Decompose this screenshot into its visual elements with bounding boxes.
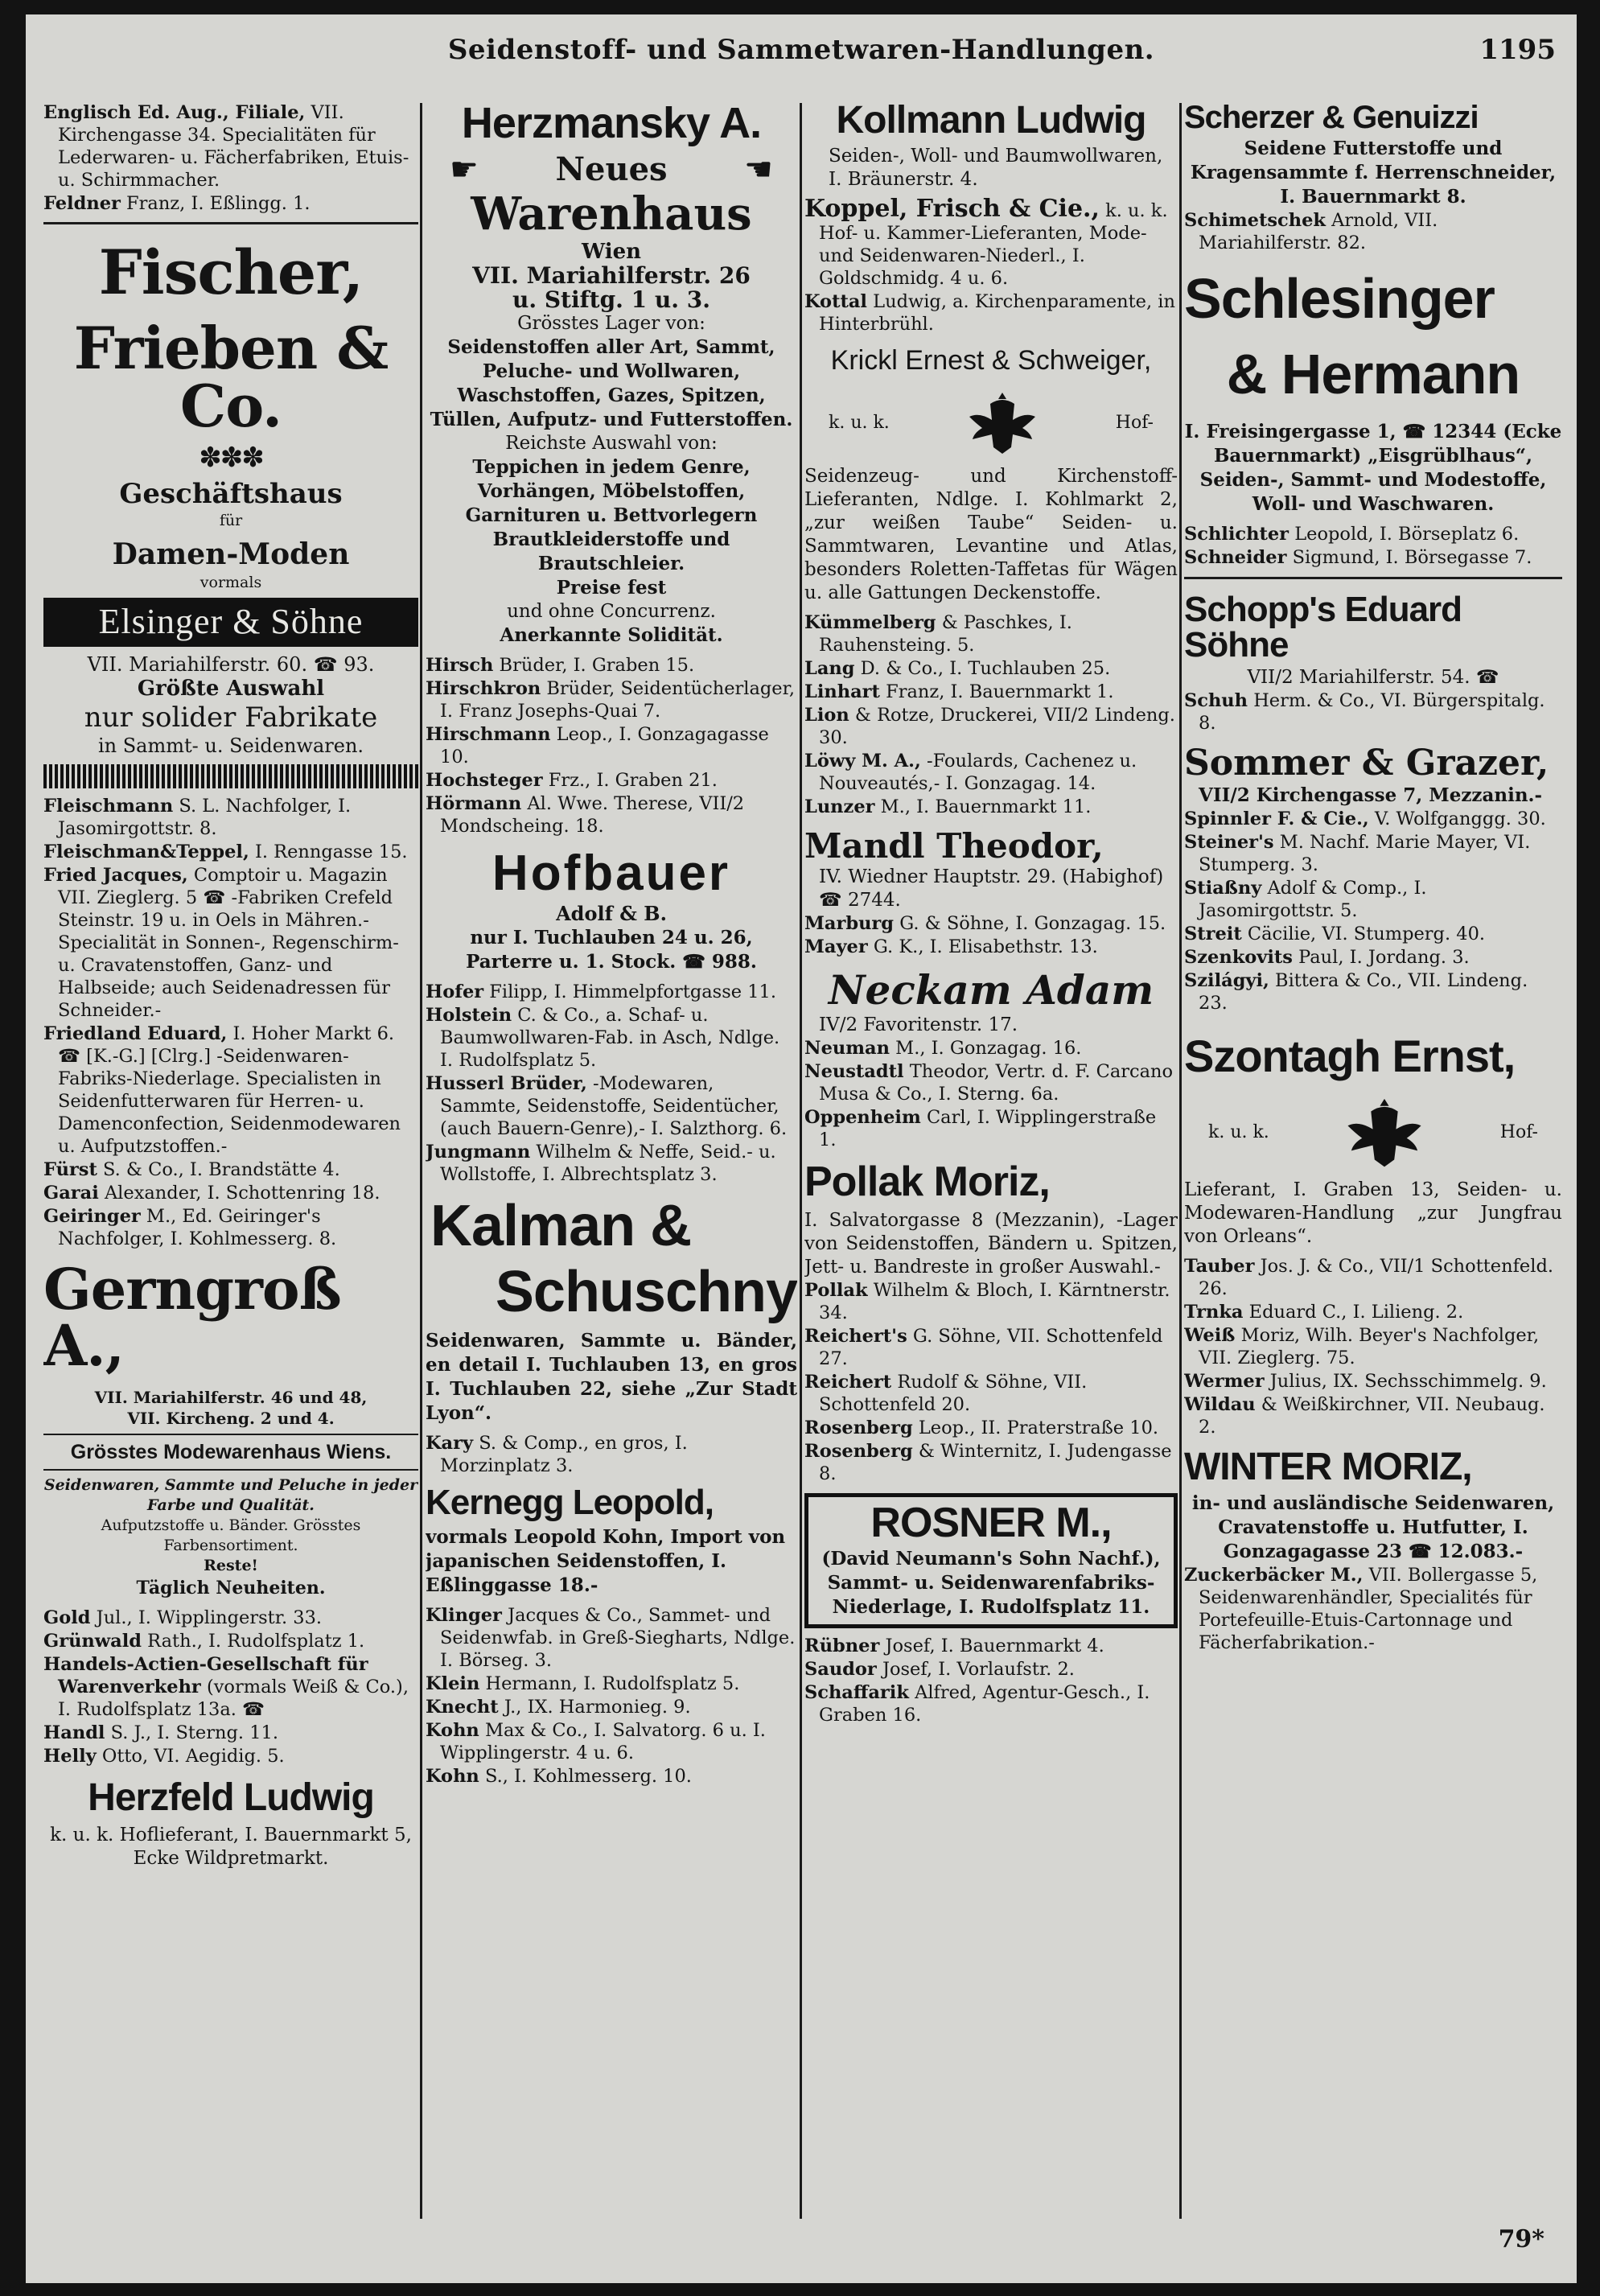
hatched-rule [43, 764, 418, 788]
listing: Pollak Wilhelm & Bloch, I. Kärntnerstr. 34. [804, 1280, 1170, 1323]
listing: Hirschkron Brüder, Seidentücherlager, I. Franz Josephs-Quai 7. [426, 678, 796, 722]
column-divider [800, 103, 802, 2219]
listing: Klein Hermann, I. Rudolfsplatz 5. [426, 1673, 740, 1694]
listing: Lang D. & Co., I. Tuchlauben 25. [804, 658, 1111, 679]
listing: Fried Jacques, Comptoir u. Magazin VII. Zieglerg. 5 ☎ -Fabriken Crefeld Steinstr. 19 u. in Oels in Mähren.- Specialität in Sonnen-, Regenschirm- u. Cravatenstoffen, Ganz- und Halbseide; auch Seidenadressen für Schneider.- [43, 865, 399, 1021]
listing: Jungmann Wilhelm & Neffe, Seid.- u. Wollstoffe, I. Albrechtsplatz 3. [426, 1142, 776, 1185]
ad-fischer-frieben: Fischer, Frieben & Co. ✽✽✽ Geschäftshaus für Damen-Moden vormals Elsinger & Söhne VII. Mariahilferstr. 60. ☎ 93. Größte Auswahl nur solider Fabrikate in Sammt- u. Seidenwaren. [43, 242, 418, 788]
listing: Husserl Brüder, -Modewaren, Sammte, Seidenstoffe, Seidentücher, (auch Bauern-Genre),- I. Salzthorg. 6. [426, 1073, 788, 1139]
listing: Oppenheim Carl, I. Wipplingerstraße 1. [804, 1107, 1157, 1150]
signature-mark: 79* [1498, 2225, 1544, 2253]
listing: Handl S. J., I. Sterng. 11. [43, 1722, 278, 1743]
listing: Trnka Eduard C., I. Lilieng. 2. [1184, 1302, 1464, 1323]
listing: Englisch Ed. Aug., Filiale, VII. Kirchengasse 34. Specialitäten für Lederwaren- u. Fächerfabriken, Etuis- u. Schirmmacher. [43, 102, 409, 191]
listing: Mayer G. K., I. Elisabethstr. 13. [804, 936, 1098, 957]
listing: Saudor Josef, I. Vorlaufstr. 2. [804, 1659, 1075, 1680]
listing: Helly Otto, VI. Aegidig. 5. [43, 1746, 285, 1767]
column-1 [43, 101, 418, 2233]
ad-krickl-schweiger: Krickl Ernest & Schweiger, k. u. k. Hof- Seidenzeug- und Kirchenstoff-Lieferanten, Ndlge. I. Kohlmarkt 2, „zur weißen Taube“ Seiden- u. Sammtwaren, Levantine und Atlas, besonders Roletten-Taffetas für Wägen u. alle Gattungen Deckenstoffe. [804, 345, 1178, 603]
ad-kollmann: Kollmann Ludwig Seiden-, Woll- und Baumwollwaren, I. Bräunerstr. 4. [829, 101, 1163, 190]
column-2 [426, 101, 797, 2233]
running-title: Seidenstoff- und Sammetwaren-Handlungen. [447, 34, 1155, 66]
listing: Zuckerbäcker M., VII. Bollergasse 5, Seidenwarenhändler, Specialités für Portefeuille-Etuis-Cartonnage und Fächerfabrikation.- [1184, 1565, 1538, 1653]
ad-separator [1184, 577, 1562, 579]
column-4 [1184, 101, 1562, 2233]
pointing-hand-icon: ☛ [450, 151, 479, 188]
ad-herzmansky: Herzmansky A. ☛ Neues ☛ Warenhaus Wien VII. Mariahilferstr. 26 u. Stiftg. 1 u. 3. Grösstes Lager von: Seidenstoffen aller Art, Sammt, Peluche- und Wollwaren, Waschstoffen, Gazes, Spitzen, Tüllen, Aufputz- und Futterstoffen. Reichste Auswahl von: Teppichen in jedem Genre, Vorhängen, Möbelstoffen, Garnituren u. Bettvorlegern Brautkleiderstoffe und Brautschleier. Preise fest und ohne Concurrenz. Anerkannte Solidität. [430, 101, 793, 646]
listing: Szenkovits Paul, I. Jordang. 3. [1184, 947, 1470, 968]
listing: Fleischmann S. L. Nachfolger, I. Jasomirgottstr. 8. [43, 796, 352, 839]
ad-herzfeld: Herzfeld Ludwig k. u. k. Hoflieferant, I. Bauernmarkt 5, Ecke Wildpretmarkt. [50, 1776, 412, 1869]
listing: Schaffarik Alfred, Agentur-Gesch., I. Graben 16. [804, 1682, 1150, 1726]
listing: Schimetschek Arnold, VII. Mariahilferstr. 82. [1184, 210, 1438, 253]
listing: Lion & Rotze, Druckerei, VII/2 Lindeng. 30. [804, 705, 1175, 748]
ad-separator [43, 222, 418, 224]
listing: Stiaßny Adolf & Comp., I. Jasomirgottstr. 5. [1184, 878, 1427, 921]
listing: Rübner Josef, I. Bauernmarkt 4. [804, 1636, 1104, 1656]
ad-neckam: Neckam Adam IV/2 Favoritenstr. 17. [819, 966, 1154, 1035]
listing: Linhart Franz, I. Bauernmarkt 1. [804, 681, 1114, 702]
listing: Hörmann Al. Wwe. Therese, VII/2 Mondscheing. 18. [426, 793, 745, 837]
ad-schlesinger-hermann: Schlesinger & Hermann I. Freisingergasse 1, ☎ 12344 (Ecke Bauernmarkt) „Eisgrüblhaus“, Seiden-, Sammt- und Modestoffe, Woll- und Waschwaren. [1184, 267, 1562, 515]
listing: Marburg G. & Söhne, I. Gonzagag. 15. [804, 913, 1166, 934]
listing: Wermer Julius, IX. Sechsschimmelg. 9. [1184, 1371, 1547, 1392]
listing: Reichert Rudolf & Söhne, VII. Schottenfeld 20. [804, 1372, 1088, 1415]
listing: Hofer Filipp, I. Himmelpfortgasse 11. [426, 981, 777, 1002]
page-header [26, 29, 1577, 77]
listing: Hirschmann Leop., I. Gonzagagasse 10. [426, 724, 769, 767]
listing: Schuh Herm. & Co., VI. Bürgerspitalg. 8. [1184, 690, 1545, 734]
listing: Handels-Actien-Gesellschaft für Warenverkehr (vormals Weiß & Co.), I. Rudolfsplatz 13a. ☎ [43, 1654, 409, 1720]
listing: Kümmelberg & Paschkes, I. Rauhensteing. 5. [804, 612, 1072, 656]
listing: Steiner's M. Nachf. Marie Mayer, VI. Stumperg. 3. [1184, 832, 1531, 875]
ad-mandl: Mandl Theodor, IV. Wiedner Hauptstr. 29. (Habighof) ☎ 2744. [804, 826, 1164, 911]
flourish-ornament: ✽✽✽ [199, 442, 263, 474]
ad-kalman-schuschny: Kalman & Schuschny Seidenwaren, Sammte u. Bänder, en detail I. Tuchlauben 13, en gros I. Tuchlauben 22, siehe „Zur Stadt Lyon“. [426, 1194, 797, 1424]
listing: Gold Jul., I. Wipplingerstr. 33. [43, 1607, 323, 1628]
listing: Holstein C. & Co., a. Schaf- u. Baumwollwaren-Fab. in Asch, Ndlge. I. Rudolfsplatz 5. [426, 1005, 780, 1071]
listing: Fürst S. & Co., I. Brandstätte 4. [43, 1159, 340, 1180]
listing: Feldner Franz, I. Eßlingg. 1. [43, 193, 311, 214]
listing: Kohn Max & Co., I. Salvatorg. 6 u. I. Wipplingerstr. 4 u. 6. [426, 1720, 766, 1763]
listing: Neustadtl Theodor, Vertr. d. F. Carcano Musa & Co., I. Sterng. 6a. [804, 1061, 1174, 1105]
column-3 [804, 101, 1178, 2233]
pointing-hand-icon: ☛ [744, 151, 773, 188]
listing: Garai Alexander, I. Schottenring 18. [43, 1183, 380, 1204]
listing: Klinger Jacques & Co., Sammet- und Seidenwfab. in Greß-Siegharts, Ndlge. I. Börseg. 3. [426, 1605, 796, 1671]
listing: Neuman M., I. Gonzagag. 16. [804, 1038, 1082, 1059]
ad-sommer-grazer: Sommer & Grazer, VII/2 Kirchengasse 7, Mezzanin.- [1184, 743, 1549, 806]
ad-gerngross: Gerngroß A., VII. Mariahilferstr. 46 und 48, VII. Kircheng. 2 und 4. Grösstes Modewarenhaus Wiens. Seidenwaren, Sammte und Peluche in jeder Farbe und Qualität. Aufputzstoffe u. Bänder. Grösstes Farbensortiment. Reste! Täglich Neuheiten. [43, 1256, 418, 1599]
listing: Hirsch Brüder, I. Graben 15. [426, 655, 695, 676]
listing: Geiringer M., Ed. Geiringer's Nachfolger, I. Kohlmesserg. 8. [43, 1206, 337, 1249]
listing: Streit Cäcilie, VI. Stumperg. 40. [1184, 924, 1486, 944]
ad-schopp: Schopp's Eduard Söhne VII/2 Mariahilferstr. 54. ☎ [1184, 590, 1499, 688]
listing: Kohn S., I. Kohlmesserg. 10. [426, 1766, 692, 1787]
listing: Tauber Jos. J. & Co., VII/1 Schottenfeld. 26. [1184, 1256, 1553, 1299]
ad-scherzer-genuizzi: Scherzer & Genuizzi Seidene Futterstoffe und Kragensammte f. Herrenschneider, I. Bauernmarkt 8. [1184, 101, 1557, 208]
ad-pollak-moriz: Pollak Moriz, I. Salvatorgasse 8 (Mezzanin), -Lager von Seidenstoffen, Bändern u. Spitzen, Jett- u. Bandreste in großer Auswahl.- [804, 1158, 1178, 1278]
listing: Wildau & Weißkirchner, VII. Neubaug. 2. [1184, 1394, 1545, 1438]
listing: Löwy M. A., -Foulards, Cachenez u. Nouveautés,- I. Gonzagag. 14. [804, 751, 1137, 794]
listing: Reichert's G. Söhne, VII. Schottenfeld 27. [804, 1326, 1163, 1369]
listing: Friedland Eduard, I. Hoher Markt 6. ☎ [K.-G.] [Clrg.] -Seidenwaren-Fabriks-Niederlage. Specialisten in Seidenfutterwaren für Herren- u. Damenconfection, Seidenmodewaren u. Aufputzstoffen.- [43, 1023, 401, 1157]
listing: Schlichter Leopold, I. Börseplatz 6. [1184, 524, 1520, 545]
listing: Knecht J., IX. Harmonieg. 9. [426, 1697, 691, 1718]
ad-hofbauer: Hofbauer Adolf & B. nur I. Tuchlauben 24 u. 26, Parterre u. 1. Stock. ☎ 988. [466, 846, 757, 973]
imperial-eagle-icon [966, 388, 1039, 457]
listing: Kary S. & Comp., en gros, I. Morzinplatz 3. [426, 1433, 688, 1476]
listing: Schneider Sigmund, I. Börsegasse 7. [1184, 547, 1532, 568]
listing: Koppel, Frisch & Cie., k. u. k. Hof- u. Kammer-Lieferanten, Mode- und Seidenwaren-Niederl., I. Goldschmidg. 4 u. 6. [804, 195, 1168, 289]
column-divider [1179, 103, 1182, 2219]
listing: Kottal Ludwig, a. Kirchenparamente, in Hinterbrühl. [804, 291, 1175, 335]
listing: Rosenberg & Winternitz, I. Judengasse 8. [804, 1441, 1172, 1484]
listing: Rosenberg Leop., II. Praterstraße 10. [804, 1418, 1159, 1438]
listing: Hochsteger Frz., I. Graben 21. [426, 770, 718, 791]
listing: Grünwald Rath., I. Rudolfsplatz 1. [43, 1631, 365, 1652]
ad-szontagh: Szontagh Ernst, k. u. k. Hof- Lieferant, I. Graben 13, Seiden- u. Modewaren-Handlung „zur Jungfrau von Orleans“. [1184, 1031, 1562, 1247]
listing: Lunzer M., I. Bauernmarkt 11. [804, 796, 1092, 817]
listing: Szilágyi, Bittera & Co., VII. Lindeng. 23. [1184, 970, 1528, 1014]
ad-rosner-box: ROSNER M., (David Neumann's Sohn Nachf.), Sammt- u. Seidenwarenfabriks-Niederlage, I. Rudolfsplatz 11. [804, 1493, 1178, 1628]
listing: Fleischman&Teppel, I. Renngasse 15. [43, 841, 408, 862]
listing: Spinnler F. & Cie., V. Wolfganggg. 30. [1184, 809, 1546, 829]
column-divider [420, 103, 422, 2219]
listing: Weiß Moriz, Wilh. Beyer's Nachfolger, VII. Zieglerg. 75. [1184, 1325, 1540, 1368]
ad-kernegg: Kernegg Leopold, vormals Leopold Kohn, Import von japanischen Seidenstoffen, I. Eßlinggasse 18.- [426, 1483, 786, 1596]
ad-winter-moriz: WINTER MORIZ, in- und ausländische Seidenwaren, Cravatenstoffe u. Hutfutter, I. Gonzagagasse 23 ☎ 12.083.- [1184, 1446, 1555, 1562]
directory-page [26, 14, 1577, 2283]
imperial-eagle-icon [1344, 1093, 1425, 1171]
former-name-banner: Elsinger & Söhne [43, 598, 418, 647]
page-number: 1195 [1479, 34, 1556, 66]
